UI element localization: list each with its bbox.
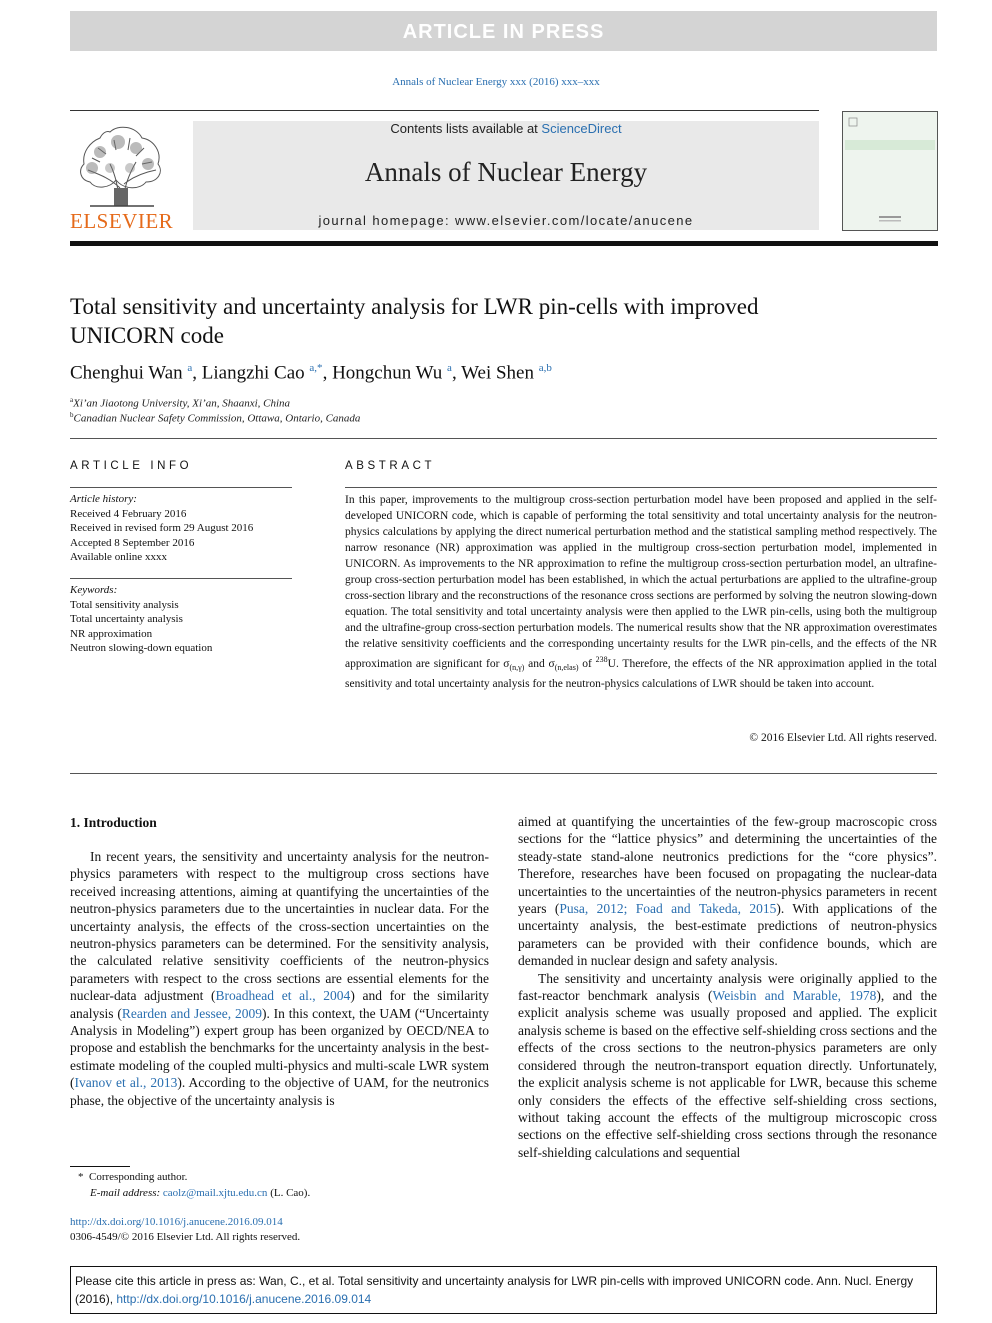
author-affil-mark[interactable]: a,b — [538, 362, 552, 374]
cite-doi-link[interactable]: http://dx.doi.org/10.1016/j.anucene.2016.09.014 — [116, 1292, 372, 1306]
body-text: aimed at quantifying the uncertainties of the few-group macroscopic cross sections for the “lattice physics” and determining the uncertainties of the steady-state stand-alone neutronics predictions for the “core physics”. Therefore, researches have been focused on propagating the nuclear-data uncertainties to the uncertainties of the neutron-physics parameters in recent years ( — [518, 814, 937, 917]
body-text: ), and the explicit analysis scheme was usually proposed and applied. The explicit analysis scheme is based on the effective self-shielding cross sections and the effects of the cross sections to the neutron-physics parameters are only considered through the neutron-transport equation directly. Unfortunately, the explicit analysis scheme is not applicable for LWR, because this scheme only considers the effects of the effective self-shielding cross sections, without taking account the effects of the multigroup microscopic cross sections on the effective self-shielding cross sections through the resonance self-shielding calculations and sequential — [518, 988, 937, 1160]
citation-link[interactable]: Rearden and Jessee, 2009 — [121, 1005, 262, 1021]
abstract-text-end: Therefore, the effects of the NR approximation applied in the total sensitivity and total uncertainty analysis for the neutron-physics calculations of LWR should be taken into account. — [345, 657, 937, 691]
issn-note: 0306-4549/© 2016 Elsevier Ltd. All rights reserved. — [70, 1231, 301, 1243]
article-history — [70, 492, 253, 565]
author-list: Chenghui Wan $^a$, Liangzhi Cao $^{a,*}$, Hongchun Wu $^a$, Wei Shen $^{a,b}$ — [70, 362, 552, 384]
article-title: Total sensitivity and uncertainty analysis for LWR pin-cells with improved UNICORN code — [70, 294, 759, 348]
contents-line — [193, 121, 819, 136]
abstract-heading: ABSTRACT — [345, 460, 436, 472]
email-note — [90, 1187, 310, 1199]
email-suffix: (L. Cao). — [267, 1187, 311, 1199]
affiliation-text: Canadian Nuclear Safety Commission, Ottawa, Ontario, Canada — [73, 412, 361, 425]
body-text: The sensitivity and uncertainty analysis were originally applied to the fast-reactor benchmark analysis ( — [518, 970, 937, 1004]
sigma-subscript: (n,elas) — [554, 663, 579, 673]
body-paragraph — [518, 813, 937, 970]
abstract-conjunction: and — [524, 657, 549, 670]
isotope-mass-number: 238 — [595, 655, 608, 664]
masthead-bottom-rule — [70, 241, 938, 246]
corresponding-label: Corresponding author. — [89, 1171, 188, 1183]
author-name[interactable]: Liangzhi Cao — [201, 362, 305, 384]
journal-cover-thumbnail[interactable] — [842, 111, 938, 231]
affiliation-mark: a — [70, 396, 74, 404]
body-paragraph — [70, 848, 489, 1109]
sigma-symbol: σ — [548, 657, 555, 670]
keyword: Total uncertainty analysis — [70, 613, 183, 625]
abstract-preposition: of — [578, 657, 596, 670]
section-heading-introduction: 1. Introduction — [70, 815, 157, 830]
article-info-heading: ARTICLE INFO — [70, 460, 193, 472]
sigma-subscript: (n,γ) — [509, 663, 525, 673]
citation-link[interactable]: Broadhead et al., 2004 — [215, 988, 351, 1004]
abstract-rule — [345, 487, 937, 488]
journal-name: Annals of Nuclear Energy — [364, 157, 648, 187]
keywords-block — [70, 583, 212, 656]
history-item: Received in revised form 29 August 2016 — [70, 522, 254, 534]
keyword: Total sensitivity analysis — [70, 598, 179, 611]
footnote-rule — [70, 1166, 130, 1167]
cover-decoration — [843, 112, 937, 230]
author-name[interactable]: Hongchun Wu — [332, 362, 443, 384]
body-text: In recent years, the sensitivity and uncertainty analysis for the neutron-physics parameters with respect to the multigroup cross sections have received increasing attentions, aiming at quantifying the uncertainties of the neutron-physics parameters due to the uncertainties in nuclear data. For the uncertainty analysis, the effects of the cross-section uncertainties on the neutron-physics parameters can be determined. For the sensitivity analysis, the calculated relative sensitivity coefficients of the neutron-physics parameters with respect to the cross sections are essential elements for the nuclear-data adjustment ( — [70, 849, 489, 1004]
citation-link[interactable]: Ivanov et al., 2013 — [74, 1075, 178, 1091]
author-name[interactable]: Chenghui Wan — [70, 362, 183, 384]
body-paragraph — [518, 970, 937, 1161]
isotope-symbol: U. — [607, 657, 619, 670]
keywords-label: Keywords: — [70, 584, 118, 596]
sciencedirect-link[interactable]: ScienceDirect — [541, 121, 622, 136]
affiliation-mark: b — [70, 411, 74, 419]
abstract-body — [345, 492, 937, 692]
author-affil-mark[interactable]: a — [187, 362, 193, 374]
affiliation — [70, 411, 360, 425]
sigma-symbol: σ — [503, 657, 510, 670]
abstract-copyright: © 2016 Elsevier Ltd. All rights reserved. — [749, 732, 937, 744]
keywords-rule — [70, 578, 292, 579]
abstract-bottom-rule — [70, 773, 937, 774]
body-column-left — [70, 848, 489, 1109]
header-rule — [70, 110, 819, 111]
corresponding-author-note — [78, 1171, 187, 1183]
history-item: Received 4 February 2016 — [70, 507, 187, 520]
article-in-press-banner: ARTICLE IN PRESS — [70, 11, 937, 51]
author-affil-mark[interactable]: a — [447, 362, 452, 374]
journal-homepage-link[interactable]: journal homepage: www.elsevier.com/locate/anucene — [318, 213, 694, 228]
body-text: ) and for the similarity analysis ( — [70, 988, 490, 1021]
history-label: Article history: — [70, 493, 137, 505]
contents-prefix: Contents lists available at — [390, 121, 542, 136]
front-matter-rule — [70, 438, 937, 439]
doi-note — [70, 1216, 283, 1228]
article-info-rule — [70, 487, 292, 488]
cite-this-article-box — [70, 1266, 937, 1314]
doi-link[interactable]: http://dx.doi.org/10.1016/j.anucene.2016.09.014 — [70, 1216, 283, 1228]
author-affil-mark[interactable]: a,* — [309, 362, 323, 374]
elsevier-wordmark: ELSEVIER — [70, 209, 174, 233]
citation-link[interactable]: Weisbin and Marable, 1978 — [712, 988, 877, 1004]
body-text: ). According to the objective of UAM, for the neutronics phase, the objective of the uncertainty analysis is — [70, 1075, 489, 1108]
journal-masthead — [193, 121, 819, 230]
affiliation-text: Xi’an Jiaotong University, Xi’an, Shaanxi, China — [73, 397, 291, 410]
cite-text: Please cite this article in press as: Wan, C., et al. Total sensitivity and uncertainty analysis for LWR pin-cells with improved UNICORN code. Ann. Nucl. Energy (2016), — [75, 1274, 914, 1306]
author-name[interactable]: Wei Shen — [461, 362, 534, 384]
email-label: E-mail address: — [90, 1187, 163, 1199]
footnote-mark: * — [78, 1171, 84, 1183]
history-item: Available online xxxx — [70, 551, 167, 563]
body-text: ). With applications of the uncertainty analysis, the best-estimate predictions of neutron-physics parameters can be provided with their confidence bounds, which are demanded in nuclear design and safety analysis. — [518, 901, 937, 969]
body-text: ). In this context, the UAM (“Uncertainty Analysis in Modeling”) expert group has been organized by OECD/NEA to propose and establish the benchmarks for the uncertainty analysis in the best-estimate modeling of the coupled multi-physics and multi-scale LWR system ( — [70, 1005, 489, 1091]
keyword: Neutron slowing-down equation — [70, 642, 213, 654]
affiliation — [70, 396, 290, 410]
history-item: Accepted 8 September 2016 — [70, 536, 195, 549]
body-column-right — [518, 813, 937, 1161]
keyword: NR approximation — [70, 627, 153, 640]
journal-citation-link[interactable]: Annals of Nuclear Energy xxx (2016) xxx–xxx — [392, 76, 600, 88]
citation-link[interactable]: Pusa, 2012; Foad and Takeda, 2015 — [559, 901, 777, 917]
abstract-text: In this paper, improvements to the multigroup cross-section perturbation model have been proposed and applied in the self-developed UNICORN code, which is capable of performing the total sensitivity and total uncertainty analysis for the neutron-physics calculations by applying the direct numerical perturbation method and the statistical sampling method respectively. The narrow resonance (NR) approximation was applied in the multigroup cross-section perturbation model, implemented in UNICORN. As improvements to the NR approximation to refine the multigroup cross-section perturbation model, an ultrafine-group cross-section perturbation model has been established, in which the actual perturbations are applied to the ultrafine-group cross-section library and the reconstructions of the resonance cross sections are performed by solving the neutron slowing-down equation. The total sensitivity and total uncertainty analysis were then applied to the LWR pin-cells, using both the multigroup and the ultrafine-group cross-section perturbation models. The numerical results show that the NR approximation overestimates the relative sensitivity coefficients and the corresponding uncertainty results for the LWR pin-cells, and the effects of the NR approximation are significant for — [345, 494, 937, 670]
email-link[interactable]: caolz@mail.xjtu.edu.cn — [162, 1187, 268, 1199]
